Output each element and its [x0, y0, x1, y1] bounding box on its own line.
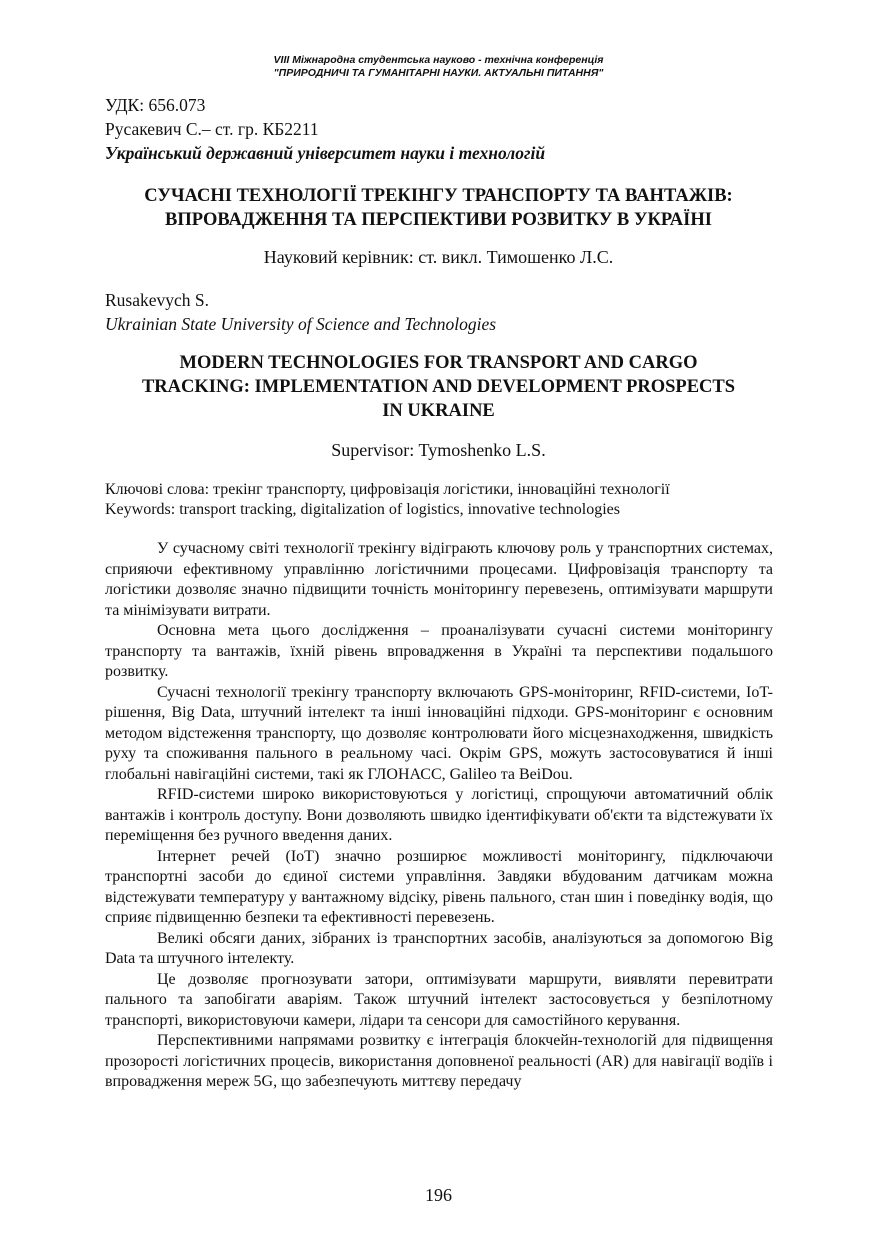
en-title-line: MODERN TECHNOLOGIES FOR TRANSPORT AND CARGO [179, 353, 698, 373]
keywords-en: Keywords: transport tracking, digitalization of logistics, innovative technologies [105, 501, 620, 518]
en-supervisor: Supervisor: Tymoshenko L.S. [331, 440, 546, 460]
paragraph: Сучасні технології трекінгу транспорту включають GPS-моніторинг, RFID-системи, IoT-рішення, Big Data, штучний інтелект та інші інноваційні підходи. GPS-моніторинг є основним методом відстеження транспорту, що дозволяє контролювати його місцезнаходження, швидкість руху та споживання пального в реальному часі. Окрім GPS, можуть застосовуватися й інші глобальні навігаційні системи, такі як ГЛОНАСС, Galileo та BeiDou. [105, 683, 773, 783]
udk-code: УДК: 656.073 [105, 95, 206, 115]
en-university: Ukrainian State University of Science and Technologies [105, 314, 497, 334]
en-author: Rusakevych S. [105, 290, 210, 310]
paragraph: Основна мета цього дослідження – проаналізувати сучасні системи моніторингу транспорту та вантажів, їхній рівень впровадження в Україні та перспективи подальшого розвитку. [105, 622, 773, 680]
ua-author-block [105, 93, 545, 165]
ua-title [90, 184, 787, 232]
keywords-ua: Ключові слова: трекінг транспорту, цифровізація логістики, інноваційні технології [105, 481, 670, 498]
paragraph: Перспективними напрямами розвитку є інтеграція блокчейн-технологій для підвищення прозорості логістичних процесів, використання доповненої реальності (AR) для навігації водіїв і впровадження мереж 5G, що забезпечують миттєву передачу [105, 1032, 773, 1090]
paragraph: Великі обсяги даних, зібраних із транспортних засобів, аналізуються за допомогою Big Data та штучного інтелекту. [105, 929, 773, 967]
en-title [90, 351, 787, 423]
paragraph: Це дозволяє прогнозувати затори, оптимізувати маршрути, виявляти перевитрати пального та запобігати аваріям. Також штучний інтелект застосовується у безпілотному транспорті, використовуючи камери, лідари та сенсори для самостійного керування. [105, 970, 773, 1029]
paragraph: RFID-системи широко використовуються у логістиці, спрощуючи автоматичний облік вантажів і контроль доступу. Вони дозволяють швидко ідентифікувати об'єкти та відстежувати їх переміщення без ручного введення даних. [105, 786, 773, 844]
page-number: 196 [425, 1185, 452, 1205]
ua-university: Український державний університет науки і технологій [105, 143, 546, 163]
conference-name: VIII Міжнародна студентська науково - технічна конференція [273, 54, 604, 66]
ua-title-line: ВПРОВАДЖЕННЯ ТА ПЕРСПЕКТИВИ РОЗВИТКУ В УКРАЇНІ [165, 210, 712, 230]
paragraph: Інтернет речей (IoT) значно розширює можливості моніторингу, підключаючи транспортні засоби до єдиної системи управління. Завдяки вбудованим датчикам можна відстежувати температуру у вантажному відсіку, рівень пального, стан шин і поведінку водія, що сприяє підвищенню безпеки та ефективності перевезень. [105, 847, 773, 926]
body-text [105, 539, 773, 1093]
en-title-line: IN UKRAINE [382, 401, 495, 421]
conference-header [0, 54, 877, 80]
en-author-block [105, 288, 496, 336]
ua-title-line: СУЧАСНІ ТЕХНОЛОГІЇ ТРЕКІНГУ ТРАНСПОРТУ ТА ВАНТАЖІВ: [144, 186, 733, 206]
conference-theme: "ПРИРОДНИЧІ ТА ГУМАНІТАРНІ НАУКИ. АКТУАЛЬНІ ПИТАННЯ" [273, 67, 604, 79]
ua-author: Русакевич С.– ст. гр. КБ2211 [105, 119, 319, 139]
ua-supervisor: Науковий керівник: ст. викл. Тимошенко Л.С. [263, 247, 614, 267]
paragraph: У сучасному світі технології трекінгу відіграють ключову роль у транспортних системах, сприяючи ефективному управлінню логістичними процесами. Цифровізація транспорту та логістики дозволяє значно підвищити точність моніторингу перевезень, оптимізувати маршрути та мінімізувати витрати. [105, 540, 773, 619]
keywords-block [105, 480, 670, 520]
en-title-line: TRACKING: IMPLEMENTATION AND DEVELOPMENT PROSPECTS [141, 377, 736, 397]
